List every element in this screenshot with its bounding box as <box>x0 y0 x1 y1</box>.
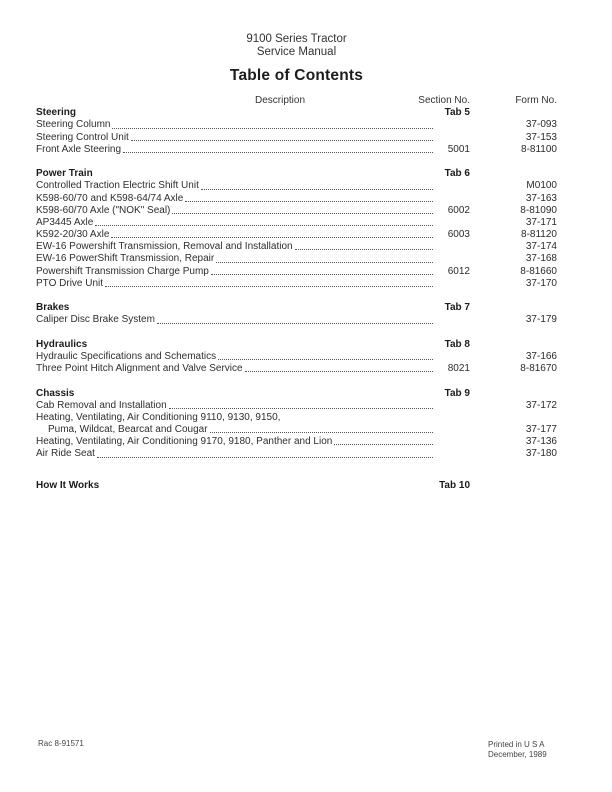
dot-leader <box>131 140 433 141</box>
footer-print-info <box>488 740 547 760</box>
section-rows <box>36 351 557 375</box>
entry-form-number: 37-174 <box>525 241 557 253</box>
entry-description: Powershift Transmission Charge Pump <box>36 265 209 277</box>
toc-section <box>36 339 557 376</box>
entry-form-number: 37-177 <box>525 424 557 436</box>
entry-form-number: 8-81090 <box>520 204 557 216</box>
dot-leader <box>334 444 433 445</box>
entry-description: EW-16 PowerShift Transmission, Repair <box>36 253 215 265</box>
section-rows <box>36 314 557 326</box>
dot-leader <box>172 213 433 214</box>
toc-entry-row <box>36 132 557 144</box>
toc-title: Table of Contents <box>229 67 364 84</box>
dot-leader <box>111 237 433 238</box>
entry-description: Air Ride Seat <box>36 448 95 460</box>
entry-section-number: 5001 <box>447 143 470 155</box>
column-header-section-no: Section No. <box>418 95 470 106</box>
footer-printed-in: Printed in U S A <box>488 740 545 749</box>
toc-section <box>36 302 557 326</box>
entry-form-number: 37-163 <box>525 192 557 204</box>
column-header-form-no: Form No. <box>515 95 557 106</box>
section-name: Steering <box>36 107 77 119</box>
dot-leader <box>95 225 433 226</box>
entry-section-number: 6003 <box>447 229 470 241</box>
entry-description: AP3445 Axle <box>36 216 94 228</box>
section-header-row <box>36 480 557 492</box>
entry-description: K592-20/30 Axle <box>36 229 110 241</box>
section-name: Power Train <box>36 168 93 180</box>
entry-description: Cab Removal and Installation <box>36 399 167 411</box>
section-name: Hydraulics <box>36 338 88 350</box>
section-header-row <box>36 107 557 119</box>
toc-entry-row <box>36 253 557 265</box>
dot-leader <box>112 128 433 129</box>
toc-entry-row <box>36 351 557 363</box>
entry-description: Heating, Ventilating, Air Conditioning 9170, 9180, Panther and Lion <box>36 436 333 448</box>
section-tab-label: Tab 5 <box>444 107 470 119</box>
entry-description: Hydraulic Specifications and Schematics <box>36 350 217 362</box>
entry-description: Steering Control Unit <box>36 131 129 143</box>
toc-entry-row <box>36 241 557 253</box>
toc-entry-row <box>36 144 557 156</box>
manual-title: 9100 Series Tractor <box>246 33 347 45</box>
entry-description: PTO Drive Unit <box>36 277 104 289</box>
toc-entry-row <box>36 278 557 290</box>
entry-form-number: 37-172 <box>525 399 557 411</box>
section-name: How It Works <box>36 479 100 491</box>
entry-form-number: 37-093 <box>525 119 557 131</box>
entry-form-number: 37-170 <box>525 277 557 289</box>
entry-form-number: 37-136 <box>525 436 557 448</box>
column-header-description: Description <box>254 95 306 106</box>
entry-description: Front Axle Steering <box>36 143 122 155</box>
entry-form-number: M0100 <box>526 180 557 192</box>
entry-section-number: 6012 <box>447 265 470 277</box>
entry-description: K598-60/70 Axle ("NOK" Seal) <box>36 204 171 216</box>
document-header <box>36 33 557 85</box>
dot-leader <box>295 249 433 250</box>
entry-form-number: 37-166 <box>525 350 557 362</box>
dot-leader <box>123 152 433 153</box>
toc-section <box>36 388 557 461</box>
dot-leader <box>185 201 433 202</box>
section-tab-label: Tab 8 <box>444 338 470 350</box>
entry-description: Three Point Hitch Alignment and Valve Service <box>36 363 243 375</box>
entry-form-number: 37-179 <box>525 314 557 326</box>
dot-leader <box>245 371 433 372</box>
manual-subtitle: Service Manual <box>256 46 337 58</box>
toc-entry-row <box>36 229 557 241</box>
toc-entry-row <box>36 205 557 217</box>
entry-description: EW-16 Powershift Transmission, Removal and Installation <box>36 241 293 253</box>
toc-entry-row <box>36 424 557 436</box>
entry-form-number: 8-81120 <box>521 229 557 241</box>
dot-leader <box>218 359 433 360</box>
entry-form-number: 37-153 <box>525 131 557 143</box>
entry-description: Heating, Ventilating, Air Conditioning 9110, 9130, 9150, <box>36 411 281 423</box>
toc-entry-row <box>36 217 557 229</box>
dot-leader <box>216 262 433 263</box>
section-tab-label: Tab 10 <box>439 479 470 491</box>
toc-entry-row <box>36 363 557 375</box>
section-header-row <box>36 302 557 314</box>
entry-description: Caliper Disc Brake System <box>36 314 155 326</box>
section-tab-label: Tab 7 <box>444 302 470 314</box>
toc-entry-row <box>36 314 557 326</box>
entry-form-number: 37-168 <box>525 253 557 265</box>
entry-description: K598-60/70 and K598-64/74 Axle <box>36 192 184 204</box>
toc-entry-row <box>36 193 557 205</box>
section-rows <box>36 180 557 290</box>
toc-entry-row <box>36 119 557 131</box>
section-header-row <box>36 168 557 180</box>
toc-section <box>36 107 557 156</box>
toc-section <box>36 480 557 492</box>
section-header-row <box>36 388 557 400</box>
dot-leader <box>211 274 433 275</box>
entry-form-number: 8-81670 <box>520 363 557 375</box>
dot-leader <box>105 286 433 287</box>
entry-form-number: 37-180 <box>525 448 557 460</box>
dot-leader <box>157 323 433 324</box>
dot-leader <box>169 408 433 409</box>
section-header-row <box>36 339 557 351</box>
entry-section-number: 8021 <box>447 363 470 375</box>
section-tab-label: Tab 6 <box>444 168 470 180</box>
footer-print-date: December, 1989 <box>488 750 547 759</box>
entry-description: Controlled Traction Electric Shift Unit <box>36 180 199 192</box>
column-headers <box>36 95 557 107</box>
toc-entry-row <box>36 448 557 460</box>
entry-form-number: 8-81100 <box>521 143 557 155</box>
entry-form-number: 8-81660 <box>520 265 557 277</box>
toc-section <box>36 168 557 290</box>
toc-body <box>36 107 557 492</box>
dot-leader <box>210 432 433 433</box>
section-rows <box>36 400 557 461</box>
dot-leader <box>97 457 433 458</box>
entry-description: Puma, Wildcat, Bearcat and Cougar <box>48 424 208 436</box>
section-tab-label: Tab 9 <box>444 387 470 399</box>
toc-entry-row <box>36 266 557 278</box>
dot-leader <box>201 189 433 190</box>
entry-form-number: 37-171 <box>525 216 557 228</box>
entry-section-number: 6002 <box>447 204 470 216</box>
section-name: Brakes <box>36 302 70 314</box>
section-rows <box>36 119 557 156</box>
section-name: Chassis <box>36 387 75 399</box>
entry-description: Steering Column <box>36 119 111 131</box>
toc-entry-row <box>36 412 557 424</box>
toc-entry-row <box>36 436 557 448</box>
footer-publication-number: Rac 8-91571 <box>38 739 84 748</box>
toc-entry-row <box>36 400 557 412</box>
toc-entry-row <box>36 180 557 192</box>
